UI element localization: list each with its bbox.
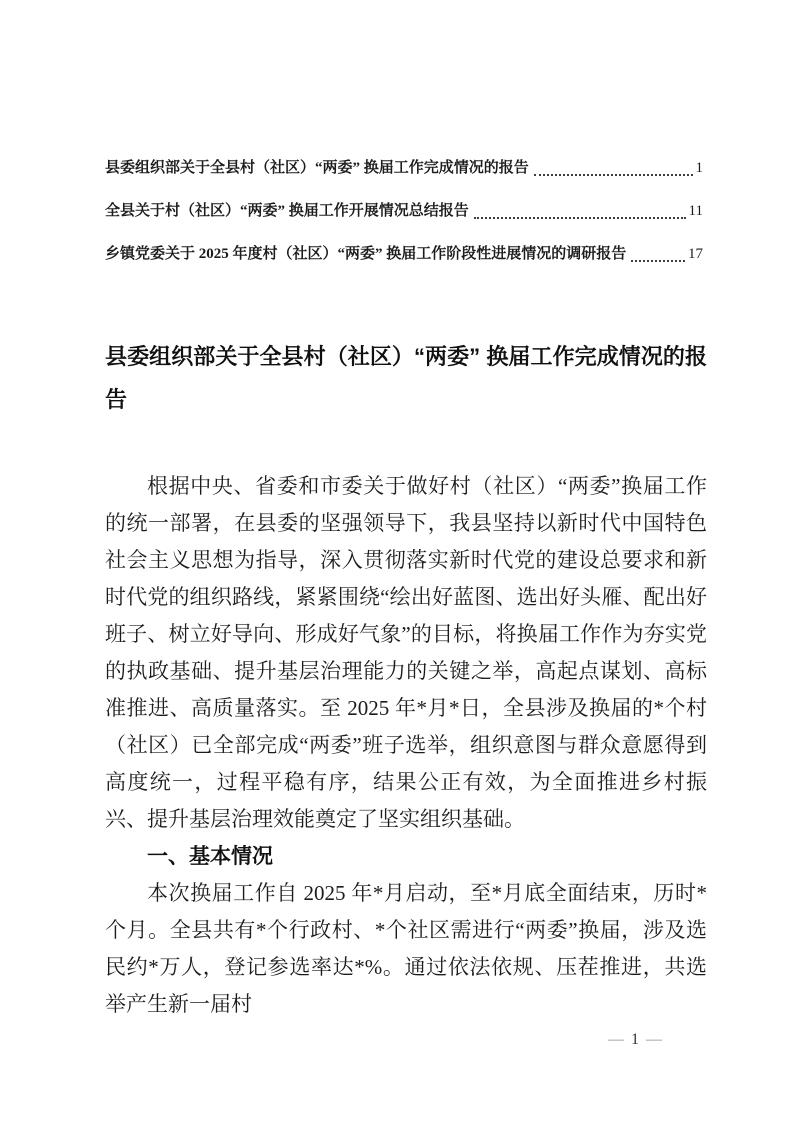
- toc-entry[interactable]: [105, 147, 703, 190]
- body-paragraph: 根据中央、省委和市委关于做好村（社区）“两委”换届工作的统一部署，在县委的坚强领导下，我县坚持以新时代中国特色社会主义思想为指导，深入贯彻落实新时代党的建设总要求和新时代党的组织路线，紧紧围绕“绘出好蓝图、选出好头雁、配出好班子、树立好导向、形成好气象”的目标，将换届工作作为夯实党的执政基础、提升基层治理能力的关键之举，高起点谋划、高标准推进、高质量落实。至 2025 年*月*日，全县涉及换届的*个村（社区）已全部完成“两委”班子选举，组织意图与群众意愿得到高度统一，过程平稳有序，结果公正有效，为全面推进乡村振兴、提升基层治理效能奠定了坚实组织基础。: [105, 474, 707, 831]
- table-of-contents: [105, 147, 703, 276]
- toc-dot-leader: [631, 260, 685, 262]
- toc-entry-page-number: 1: [695, 160, 703, 176]
- footer-right-dash: —: [646, 1031, 662, 1048]
- document-title: 县委组织部关于全县村（社区）“两委” 换届工作完成情况的报告: [105, 343, 707, 412]
- section-heading: 一、基本情况: [147, 845, 273, 868]
- toc-entry-title: 县委组织部关于全县村（社区）“两委” 换届工作完成情况的报告: [105, 160, 529, 176]
- toc-entry-page-number: 11: [688, 203, 703, 219]
- toc-entry[interactable]: [105, 190, 703, 233]
- footer-left-dash: —: [608, 1031, 624, 1048]
- document-body: [105, 468, 707, 1023]
- toc-entry[interactable]: [105, 233, 703, 276]
- body-paragraph: 本次换届工作自 2025 年*月启动，至*月底全面结束，历时*个月。全县共有*个行政村、*个社区需进行“两委”换届，涉及选民约*万人，登记参选率达*%。通过依法依规、压茬推进，共选举产生新一届村: [105, 881, 707, 1016]
- page-footer: [601, 1030, 669, 1050]
- toc-dot-leader: [474, 217, 686, 219]
- toc-dot-leader: [534, 174, 693, 176]
- toc-entry-title: 全县关于村（社区）“两委” 换届工作开展情况总结报告: [105, 203, 469, 219]
- page-number: 1: [631, 1031, 639, 1048]
- toc-entry-title: 乡镇党委关于 2025 年度村（社区）“两委” 换届工作阶段性进展情况的调研报告: [105, 246, 627, 262]
- toc-entry-page-number: 17: [688, 246, 703, 262]
